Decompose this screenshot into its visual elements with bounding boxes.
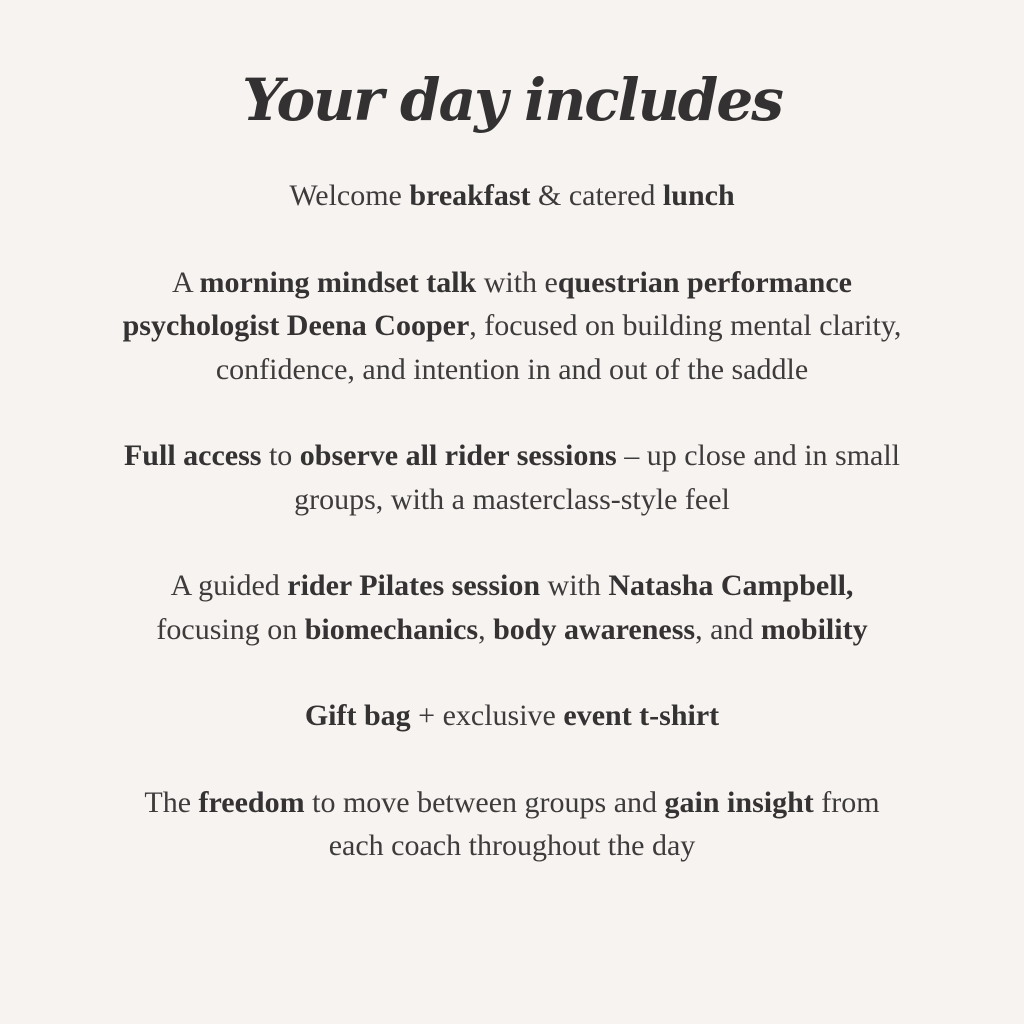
item-emphasis: questrian performance psychologist Deena Cooper <box>122 265 852 342</box>
page-title: Your day includes <box>242 66 782 134</box>
item-emphasis: freedom <box>198 785 305 819</box>
inclusions-list <box>122 174 902 868</box>
item-text: Welcome <box>289 179 410 212</box>
item-text: with <box>540 569 609 602</box>
item-emphasis: Gift bag <box>304 699 411 732</box>
item-emphasis: lunch <box>662 179 735 212</box>
item-text: , focused on building mental clarity, confidence, and intention in and out of the saddle <box>215 309 902 386</box>
inclusion-mindset-talk <box>122 261 902 392</box>
item-text: A <box>172 265 200 299</box>
item-text: & catered <box>530 179 663 212</box>
item-text: with e <box>476 265 558 299</box>
item-text: to <box>261 439 300 472</box>
inclusion-freedom <box>122 781 902 868</box>
item-text: focusing on <box>156 612 305 646</box>
item-text: A guided <box>170 569 288 602</box>
item-text: – up close and in small groups, with a masterclass-style feel <box>294 439 901 516</box>
inclusion-meals <box>122 174 902 218</box>
item-emphasis: body awareness <box>493 612 696 646</box>
item-text: to move between groups and <box>304 785 665 819</box>
item-text: + exclusive <box>410 699 564 732</box>
item-text: The <box>144 785 199 819</box>
item-emphasis: event t-shirt <box>563 699 720 732</box>
inclusion-observation-access <box>122 434 902 521</box>
item-text: , <box>478 612 494 646</box>
item-emphasis: observe all rider sessions <box>299 439 617 472</box>
item-emphasis: Natasha Campbell, <box>608 569 854 602</box>
item-emphasis: mobility <box>760 612 868 646</box>
item-text: from each coach throughout the day <box>328 785 880 862</box>
item-emphasis: gain insight <box>664 785 814 819</box>
item-text: , and <box>695 612 761 646</box>
item-emphasis: rider Pilates session <box>287 569 541 602</box>
item-emphasis: breakfast <box>409 179 531 212</box>
item-emphasis: Full access <box>123 439 262 472</box>
item-emphasis: morning mindset talk <box>199 265 477 299</box>
item-emphasis: biomechanics <box>304 612 479 646</box>
inclusion-pilates-session <box>122 564 902 651</box>
inclusion-gift-bag <box>122 694 902 738</box>
